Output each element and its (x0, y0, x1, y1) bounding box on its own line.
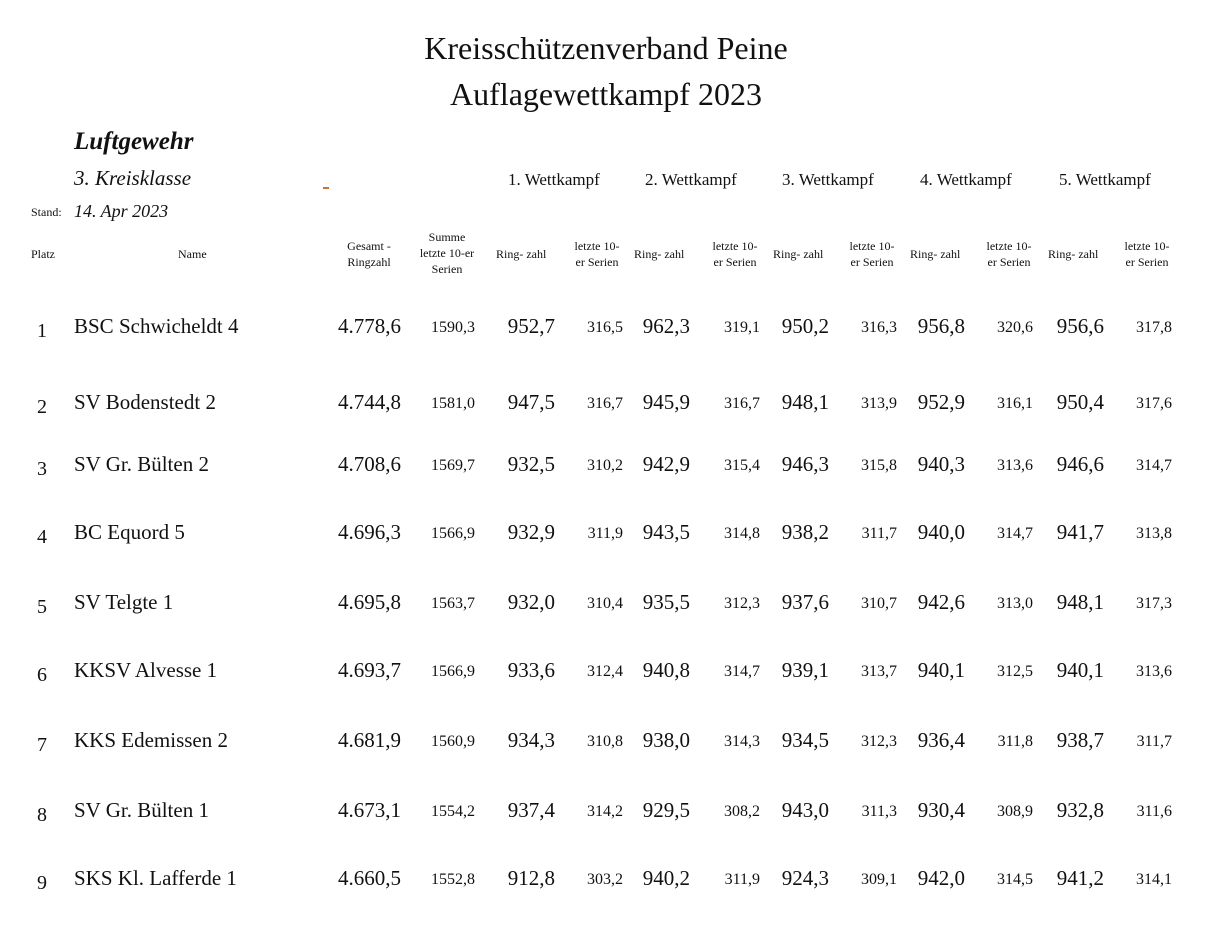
wettkampf-1-header: 1. Wettkampf (508, 170, 600, 189)
letzte-serien-cell-2: 316,7 (724, 395, 760, 412)
ringzahl-cell-3: 934,5 (781, 728, 829, 752)
letzte-serien-cell-3: 311,3 (861, 803, 897, 820)
wettkampf-5-header: 5. Wettkampf (1059, 170, 1151, 189)
rank-cell: 8 (37, 804, 47, 826)
letzte-serien-cell-5: 311,6 (1136, 803, 1172, 820)
ringzahl-cell-1: 932,9 (507, 520, 555, 544)
team-name-cell: SV Bodenstedt 2 (74, 390, 216, 414)
team-name-cell: BSC Schwicheldt 4 (74, 314, 239, 338)
ringzahl-cell-1: 932,0 (507, 590, 555, 614)
rank-cell: 2 (37, 396, 47, 418)
letzte-serien-cell-2: 314,8 (724, 525, 760, 542)
ringzahl-cell-3: 943,0 (781, 798, 829, 822)
ringzahl-cell-1: 947,5 (507, 390, 555, 414)
total-score-cell: 4.778,6 (338, 314, 401, 338)
ringzahl-cell-3: 939,1 (781, 658, 829, 682)
pen-mark (323, 187, 329, 189)
letzte-serien-cell-3: 313,7 (861, 663, 897, 680)
ringzahl-cell-1: 933,6 (507, 658, 555, 682)
letzte-serien-cell-4: 316,1 (997, 395, 1033, 412)
summe-header: Summe letzte 10-er Serien (419, 230, 475, 276)
gesamt-header: Gesamt - Ringzahl (347, 239, 391, 269)
letzte-header-3: letzte 10- er Serien (849, 239, 895, 269)
letzte-serien-cell-2: 314,3 (724, 733, 760, 750)
ringzahl-header-1: Ring- zahl (496, 247, 547, 261)
rank-cell: 3 (37, 458, 47, 480)
letzte-serien-cell-3: 315,8 (861, 457, 897, 474)
ringzahl-cell-4: 940,3 (917, 452, 965, 476)
ringzahl-cell-1: 952,7 (507, 314, 555, 338)
ringzahl-header-5: Ring- zahl (1048, 247, 1099, 261)
sum-last-series-cell: 1552,8 (431, 871, 475, 888)
letzte-serien-cell-5: 311,7 (1136, 733, 1172, 750)
team-name-cell: SKS Kl. Lafferde 1 (74, 866, 237, 890)
ringzahl-cell-5: 956,6 (1056, 314, 1104, 338)
letzte-serien-cell-2: 312,3 (724, 595, 760, 612)
table-row (0, 866, 1212, 906)
team-name-cell: KKSV Alvesse 1 (74, 658, 218, 682)
sum-last-series-cell: 1569,7 (431, 457, 475, 474)
letzte-serien-cell-1: 314,2 (587, 803, 623, 820)
ringzahl-cell-3: 937,6 (781, 590, 829, 614)
letzte-serien-cell-4: 320,6 (997, 319, 1033, 336)
team-name-cell: BC Equord 5 (74, 520, 185, 544)
ringzahl-header-2: Ring- zahl (634, 247, 685, 261)
ringzahl-cell-5: 948,1 (1056, 590, 1104, 614)
letzte-serien-cell-3: 310,7 (861, 595, 897, 612)
total-score-cell: 4.708,6 (338, 452, 401, 476)
letzte-serien-cell-5: 317,6 (1136, 395, 1172, 412)
sum-last-series-cell: 1581,0 (431, 395, 475, 412)
name-header: Name (178, 247, 207, 261)
ringzahl-cell-4: 956,8 (917, 314, 965, 338)
letzte-serien-cell-3: 313,9 (861, 395, 897, 412)
total-score-cell: 4.693,7 (338, 658, 401, 682)
team-name-cell: SV Gr. Bülten 1 (74, 798, 209, 822)
letzte-serien-cell-2: 319,1 (724, 319, 760, 336)
ringzahl-cell-3: 948,1 (781, 390, 829, 414)
table-row (0, 520, 1212, 560)
letzte-serien-cell-3: 311,7 (861, 525, 897, 542)
ringzahl-cell-2: 940,8 (642, 658, 690, 682)
sum-last-series-cell: 1566,9 (431, 525, 475, 542)
ringzahl-cell-5: 941,2 (1056, 866, 1104, 890)
table-row (0, 658, 1212, 698)
platz-header: Platz (31, 247, 55, 261)
ringzahl-header-3: Ring- zahl (773, 247, 824, 261)
letzte-serien-cell-1: 303,2 (587, 871, 623, 888)
ringzahl-cell-1: 937,4 (507, 798, 555, 822)
letzte-serien-cell-4: 312,5 (997, 663, 1033, 680)
document-subtitle: Auflagewettkampf 2023 (450, 76, 762, 112)
ringzahl-cell-5: 932,8 (1056, 798, 1104, 822)
letzte-serien-cell-2: 315,4 (724, 457, 760, 474)
letzte-serien-cell-5: 313,8 (1136, 525, 1172, 542)
ringzahl-cell-1: 912,8 (507, 866, 555, 890)
letzte-serien-cell-3: 316,3 (861, 319, 897, 336)
table-row (0, 314, 1212, 354)
ringzahl-cell-4: 930,4 (917, 798, 965, 822)
letzte-header-1: letzte 10- er Serien (574, 239, 620, 269)
letzte-serien-cell-1: 310,8 (587, 733, 623, 750)
table-row (0, 452, 1212, 492)
ringzahl-cell-2: 942,9 (642, 452, 690, 476)
sum-last-series-cell: 1590,3 (431, 319, 475, 336)
letzte-serien-cell-1: 312,4 (587, 663, 623, 680)
letzte-serien-cell-1: 310,2 (587, 457, 623, 474)
ringzahl-cell-2: 938,0 (642, 728, 690, 752)
ringzahl-cell-3: 938,2 (781, 520, 829, 544)
rank-cell: 7 (37, 734, 47, 756)
document-title: Kreisschützenverband Peine (424, 30, 788, 66)
ringzahl-cell-3: 946,3 (781, 452, 829, 476)
team-name-cell: SV Telgte 1 (74, 590, 174, 614)
letzte-header-2: letzte 10- er Serien (712, 239, 758, 269)
ringzahl-cell-4: 940,0 (917, 520, 965, 544)
sum-last-series-cell: 1554,2 (431, 803, 475, 820)
total-score-cell: 4.744,8 (338, 390, 401, 414)
letzte-serien-cell-1: 310,4 (587, 595, 623, 612)
letzte-serien-cell-2: 314,7 (724, 663, 760, 680)
team-name-cell: KKS Edemissen 2 (74, 728, 228, 752)
table-row (0, 728, 1212, 768)
letzte-serien-cell-4: 314,7 (997, 525, 1033, 542)
total-score-cell: 4.696,3 (338, 520, 401, 544)
ringzahl-cell-5: 950,4 (1056, 390, 1104, 414)
sum-last-series-cell: 1566,9 (431, 663, 475, 680)
letzte-serien-cell-5: 317,3 (1136, 595, 1172, 612)
sum-last-series-cell: 1563,7 (431, 595, 475, 612)
letzte-serien-cell-3: 312,3 (861, 733, 897, 750)
ringzahl-cell-3: 950,2 (781, 314, 829, 338)
ringzahl-cell-5: 938,7 (1056, 728, 1104, 752)
table-row (0, 798, 1212, 838)
stand-label: Stand: (31, 205, 62, 219)
letzte-serien-cell-4: 308,9 (997, 803, 1033, 820)
total-score-cell: 4.695,8 (338, 590, 401, 614)
ringzahl-cell-2: 929,5 (642, 798, 690, 822)
table-row (0, 390, 1212, 430)
ringzahl-cell-5: 946,6 (1056, 452, 1104, 476)
ringzahl-cell-2: 935,5 (642, 590, 690, 614)
letzte-serien-cell-2: 308,2 (724, 803, 760, 820)
team-name-cell: SV Gr. Bülten 2 (74, 452, 209, 476)
ringzahl-cell-5: 940,1 (1056, 658, 1104, 682)
rank-cell: 9 (37, 872, 47, 894)
total-score-cell: 4.681,9 (338, 728, 401, 752)
letzte-serien-cell-4: 313,0 (997, 595, 1033, 612)
letzte-serien-cell-5: 314,7 (1136, 457, 1172, 474)
letzte-serien-cell-5: 317,8 (1136, 319, 1172, 336)
letzte-serien-cell-5: 313,6 (1136, 663, 1172, 680)
table-row (0, 590, 1212, 630)
letzte-serien-cell-2: 311,9 (724, 871, 760, 888)
ringzahl-cell-5: 941,7 (1056, 520, 1104, 544)
letzte-serien-cell-4: 311,8 (997, 733, 1033, 750)
ringzahl-cell-2: 945,9 (642, 390, 690, 414)
wettkampf-2-header: 2. Wettkampf (645, 170, 737, 189)
rank-cell: 1 (37, 320, 47, 342)
ringzahl-cell-2: 940,2 (642, 866, 690, 890)
stand-date: 14. Apr 2023 (74, 201, 169, 221)
ringzahl-cell-1: 934,3 (507, 728, 555, 752)
letzte-header-5: letzte 10- er Serien (1124, 239, 1170, 269)
letzte-header-4: letzte 10- er Serien (986, 239, 1032, 269)
wettkampf-3-header: 3. Wettkampf (782, 170, 874, 189)
ringzahl-cell-4: 942,0 (917, 866, 965, 890)
letzte-serien-cell-1: 316,5 (587, 319, 623, 336)
ringzahl-header-4: Ring- zahl (910, 247, 961, 261)
wettkampf-4-header: 4. Wettkampf (920, 170, 1012, 189)
ringzahl-cell-4: 940,1 (917, 658, 965, 682)
letzte-serien-cell-4: 314,5 (997, 871, 1033, 888)
ringzahl-cell-4: 936,4 (917, 728, 965, 752)
letzte-serien-cell-3: 309,1 (861, 871, 897, 888)
letzte-serien-cell-4: 313,6 (997, 457, 1033, 474)
letzte-serien-cell-5: 314,1 (1136, 871, 1172, 888)
class-heading: 3. Kreisklasse (74, 166, 192, 190)
rank-cell: 4 (37, 526, 47, 548)
discipline-heading: Luftgewehr (74, 128, 194, 155)
rank-cell: 6 (37, 664, 47, 686)
total-score-cell: 4.673,1 (338, 798, 401, 822)
letzte-serien-cell-1: 311,9 (587, 525, 623, 542)
ringzahl-cell-2: 962,3 (642, 314, 690, 338)
sum-last-series-cell: 1560,9 (431, 733, 475, 750)
ringzahl-cell-4: 952,9 (917, 390, 965, 414)
ringzahl-cell-2: 943,5 (642, 520, 690, 544)
total-score-cell: 4.660,5 (338, 866, 401, 890)
ringzahl-cell-3: 924,3 (781, 866, 829, 890)
ringzahl-cell-1: 932,5 (507, 452, 555, 476)
ringzahl-cell-4: 942,6 (917, 590, 965, 614)
rank-cell: 5 (37, 596, 47, 618)
letzte-serien-cell-1: 316,7 (587, 395, 623, 412)
